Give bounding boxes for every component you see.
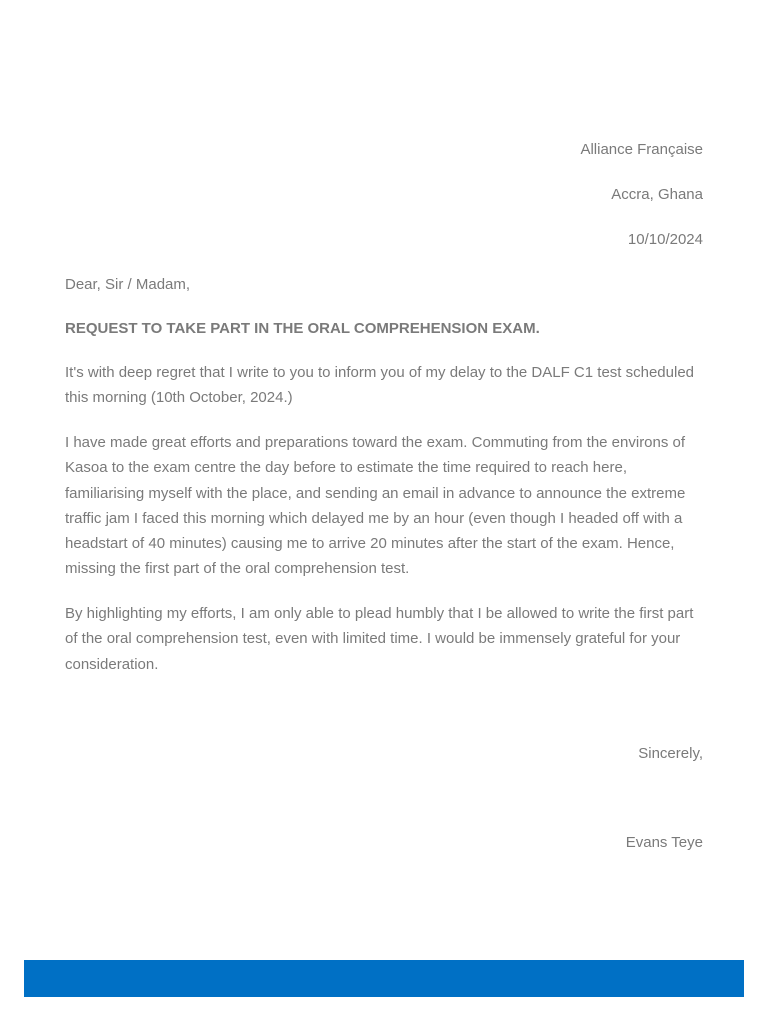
letter-date: 10/10/2024 <box>627 231 703 248</box>
recipient-location: Accra, Ghana <box>611 186 703 203</box>
salutation: Dear, Sir / Madam, <box>65 276 191 293</box>
closing: Sincerely, <box>638 745 703 762</box>
signature-name: Evans Teye <box>625 834 703 851</box>
subject-line: REQUEST TO TAKE PART IN THE ORAL COMPREHENSION EXAM. <box>65 320 540 337</box>
body-paragraph-1: It's with deep regret that I write to you to inform you of my delay to the DALF C1 test scheduled this morning (10th October, 2024.) <box>65 364 695 407</box>
body-paragraph-2: I have made great efforts and preparations toward the exam. Commuting from the environs of Kasoa to the exam centre the day before to estimate the time required to reach here, familiarising myself with the place, and sending an email in advance to announce the extreme traffic jam I faced this morning which delayed me by an hour (even though I headed off with a headstart of 40 minutes) causing me to arrive 20 minutes after the start of the exam. Hence, missing the first part of the oral comprehension test. <box>65 434 686 578</box>
body-paragraph-3: By highlighting my efforts, I am only able to plead humbly that I be allowed to write the first part of the oral comprehension test, even with limited time. I would be immensely grateful for your consideration. <box>65 605 694 673</box>
recipient-name: Alliance Française <box>580 141 703 158</box>
footer-bar <box>24 960 744 997</box>
